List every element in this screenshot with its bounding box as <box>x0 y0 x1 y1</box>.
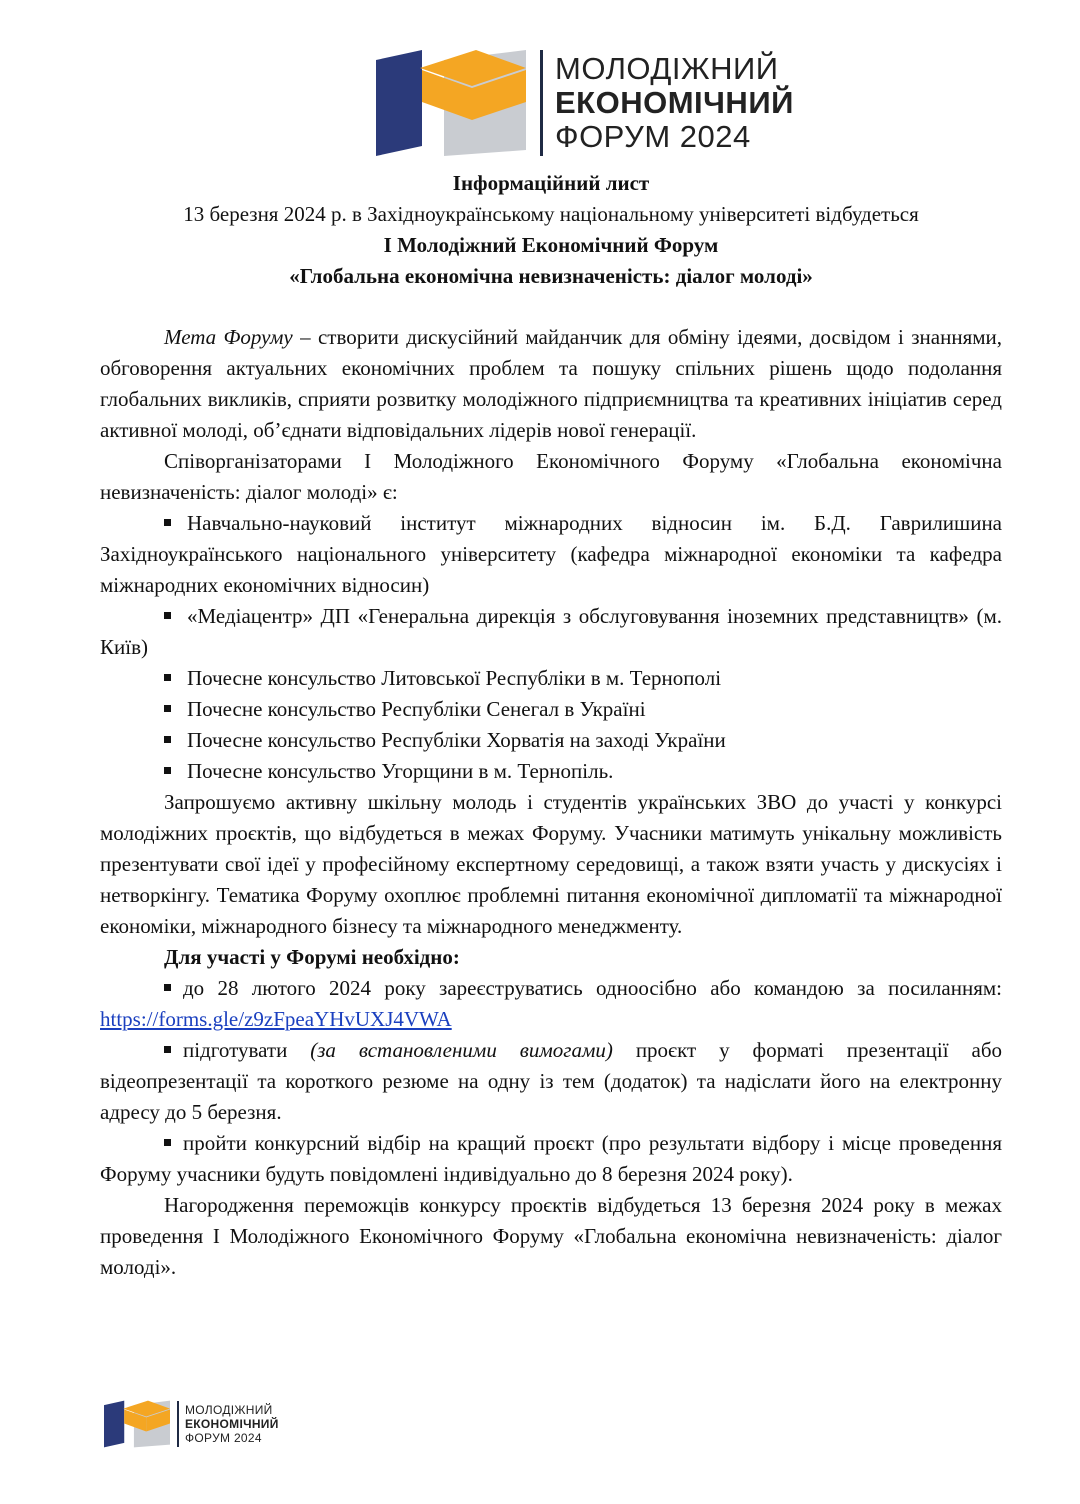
forum-logo-top <box>376 50 794 156</box>
logo-divider <box>177 1401 179 1447</box>
header-forum-theme: «Глобальна економічна невизначеність: діалог молоді» <box>289 264 813 288</box>
logo-line-3: ФОРУМ 2024 <box>185 1431 262 1445</box>
logo-wordmark <box>555 52 794 154</box>
header-forum-name: І Молодіжний Економічний Форум <box>383 233 719 257</box>
invitation-paragraph: Запрошуємо активну шкільну молодь і студентів українських ЗВО до участі у конкурсі молодіжних проєктів, що відбудеться в межах Форуму. Учасники матимуть унікальну можливість презентувати свої ідеї у професійному експертному середовищі, а також взяти участь у дискусіях і нетворкінгу. Тематика Форуму охоплює проблемні питання економічної дипломатії та міжнародної економіки, міжнародного бізнесу та міжнародного менеджменту. <box>100 790 1002 938</box>
bullet-square-icon <box>164 674 171 681</box>
logo-line-1: МОЛОДІЖНИЙ <box>555 51 779 86</box>
forum-logo-bottom <box>104 1400 279 1448</box>
logo-line-1: МОЛОДІЖНИЙ <box>185 1403 273 1417</box>
logo-divider <box>540 50 543 156</box>
requirements-heading: Для участі у Форумі необхідно: <box>164 945 460 969</box>
forum-logo-mark <box>104 1400 170 1448</box>
bullet-square-icon <box>164 767 171 774</box>
coorganizer-item: Навчально-науковий інститут міжнародних відносин ім. Б.Д. Гаврилишина Західноукраїнського національного університету (кафедра міжнародної економіки та кафедра міжнародних економічних відносин) <box>100 511 1002 597</box>
letter-title: Інформаційний лист <box>452 171 650 195</box>
award-paragraph: Нагородження переможців конкурсу проєктів відбудеться 13 березня 2024 року в межах проведення І Молодіжного Економічного Форуму «Глобальна економічна невизначеність: діалог молоді». <box>100 1193 1002 1279</box>
header-date-line: 13 березня 2024 р. в Західноукраїнському національному університеті відбудеться <box>183 202 919 226</box>
requirement-item: підготувати (за встановленими вимогами) проєкт у форматі презентації або відеопрезентації та короткого резюме на одну із тем (додаток) та надіслати його на електронну адресу до 5 березня. <box>100 1038 1002 1124</box>
bullet-square-icon <box>164 519 171 526</box>
registration-form-link[interactable]: https://forms.gle/z9zFpeaYHvUXJ4VWA <box>100 1007 452 1031</box>
coorganizer-item: «Медіацентр» ДП «Генеральна дирекція з обслуговування іноземних представництв» (м. Київ) <box>100 604 1002 659</box>
bullet-square-icon <box>164 984 171 991</box>
logo-line-2: ЕКОНОМІЧНИЙ <box>555 85 794 120</box>
letter-header <box>100 168 1002 292</box>
coorganizers-intro: Співорганізаторами І Молодіжного Економічного Форуму «Глобальна економічна невизначеність: діалог молоді» є: <box>100 449 1002 504</box>
coorganizer-item: Почесне консульство Республіки Хорватія на заході України <box>100 725 1002 756</box>
requirement-item: до 28 лютого 2024 року зареєструватись одноосібно або командою за посиланням: https://forms.gle/z9zFpeaYHvUXJ4VWA <box>100 976 1002 1031</box>
coorganizer-item: Почесне консульство Республіки Сенегал в Україні <box>100 694 1002 725</box>
coorganizer-item: Почесне консульство Литовської Республіки в м. Тернополі <box>100 663 1002 694</box>
logo-wordmark <box>185 1403 279 1445</box>
bullet-square-icon <box>164 1046 171 1053</box>
bullet-square-icon <box>164 612 171 619</box>
goal-paragraph <box>100 322 1002 446</box>
bullet-square-icon <box>164 736 171 743</box>
goal-text: – створити дискусійний майданчик для обміну ідеями, досвідом і знаннями, обговорення актуальних економічних проблем та пошуку спільних рішень щодо подолання глобальних викликів, сприяти розвитку молодіжного підприємництва та креативних ініціатив серед активної молоді, об’єднати відповідальних лідерів нової генерації. <box>100 325 1003 442</box>
letter-body <box>100 322 1002 1283</box>
goal-label: Мета Форуму <box>164 325 293 349</box>
logo-line-2: ЕКОНОМІЧНИЙ <box>185 1417 279 1431</box>
requirement-item: пройти конкурсний відбір на кращий проєкт (про результати відбору і місце проведення Форуму учасники будуть повідомлені індивідуально до 8 березня 2024 року). <box>100 1131 1002 1186</box>
coorganizer-item: Почесне консульство Угорщини в м. Тернопіль. <box>100 756 1002 787</box>
bullet-square-icon <box>164 705 171 712</box>
bullet-square-icon <box>164 1139 171 1146</box>
forum-logo-mark <box>376 50 526 156</box>
logo-line-3: ФОРУМ 2024 <box>555 119 751 154</box>
